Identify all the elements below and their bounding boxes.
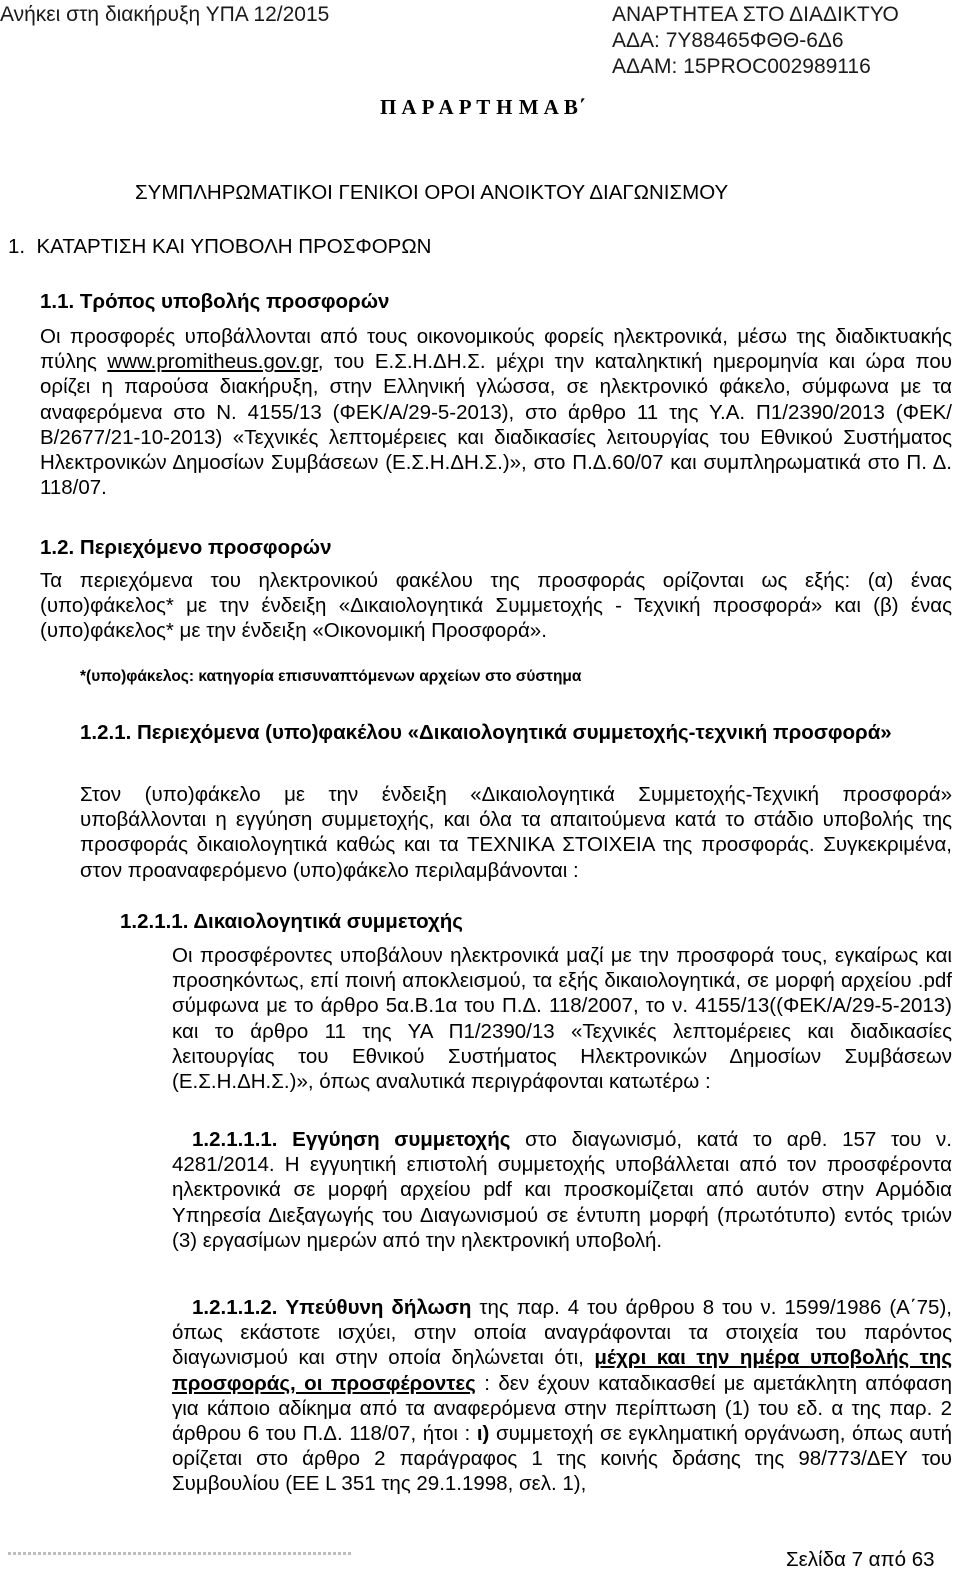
s1211-text: Οι προσφέροντες υποβάλουν ηλεκτρονικά μαζί με την προσφορά τους, εγκαίρως και προσηκόντως, επί ποινή αποκλεισμού, τα εξής δικαιολογητικά, σε μορφή αρχείου .pdf σύμφωνα με το άρθρο 5α.Β.1α του Π.Δ. 118/2007, το ν. 4155/13((ΦΕΚ/Α/29-5-2013) και το άρθρο 11 της ΥΑ Π1/2390/13 «Τεχνικές λεπτομέρειες και διαδικασίες λειτουργίας του Εθνικού Συστήματος Ηλεκτρονικών Δημοσίων Συμβάσεων (Ε.Σ.Η.ΔΗ.Σ.)», όπως αναλυτικά περιγράφονται κατωτέρω : xyxy=(172,944,952,1094)
i2-text-b: : δεν έχουν καταδικασθεί με αμετάκλητη απόφαση για κάποιο αδίκημα από τα αναφερόμενα στην περίπτωση (1) του εδ. α της παρ. 2 άρθρου 6 του Π.Δ. 118/07, ήτοι : xyxy=(172,1371,952,1446)
header-left: Ανήκει στη διακήρυξη ΥΠΑ 12/2015 xyxy=(0,3,330,26)
header-right-line-1: ΑΝΑΡΤΗΤΕΑ ΣΤΟ ΔΙΑΔΙΚΤΥΟ xyxy=(612,3,899,26)
i1-bold: Εγγύηση συμμετοχής xyxy=(292,1128,511,1151)
i1-num: 1.2.1.1.1. xyxy=(192,1128,278,1151)
page-number: Σελίδα 7 από 63 xyxy=(786,1548,935,1571)
appendix-label: Π Α Ρ Α Ρ Τ Η Μ Α Β΄ xyxy=(380,95,586,119)
i1-text: στο διαγωνισμό, κατά το αρθ. 157 του ν. 4281/2014. Η εγγυητική επιστολή συμμετοχής υποβάλλεται από τον προσφέροντα ηλεκτρονικά σε μορφή αρχείου pdf και προσκομίζεται από αυτόν στην Αρμόδια Υπηρεσία Διεξαγωγής του Διαγωνισμού σε έντυπη μορφή (πρωτότυπο) εντός τριών (3) εργασίμων ημερών από την ηλεκτρονική υποβολή. xyxy=(172,1128,952,1252)
item-1-2-1-1-1 xyxy=(172,1127,952,1253)
section-1-2-heading: 1.2. Περιεχόμενο προσφορών xyxy=(40,536,332,559)
item-1-2-1-1-2 xyxy=(172,1295,952,1497)
header-right-line-3: ΑΔΑΜ: 15PROC002989116 xyxy=(612,55,871,78)
section-1-2-body xyxy=(40,568,952,644)
i2-underline: μέχρι και την ημέρα υποβολής της προσφοράς, οι προσφέροντες xyxy=(172,1346,952,1395)
s11-text-a: Οι προσφορές υποβάλλονται από τους οικονομικούς φορείς ηλεκτρονικά, μέσω της διαδικτυακής πύλης xyxy=(40,325,952,374)
section-1-2-1-1-body xyxy=(172,943,952,1094)
s121-title: 1.2.1. Περιεχόμενα (υπο)φακέλου «Δικαιολογητικά συμμετοχής-τεχνική προσφορά» xyxy=(80,721,892,744)
section-1-2-1-heading xyxy=(80,720,952,745)
s11-text-b: , του Ε.Σ.Η.ΔΗ.Σ. μέχρι την καταληκτική ημερομηνία και ώρα που ορίζει η παρούσα διακήρυξη, στην Ελληνική γλώσσα, σε ηλεκτρονικό φάκελο, σύμφωνα με τα αναφερόμενα στο Ν. 4155/13 (ΦΕΚ/Α/29-5-2013), στο άρθρο 11 της Υ.Α. Π1/2390/2013 (ΦΕΚ/Β/2677/21-10-2013) «Τεχνικές λεπτομέρειες και διαδικασίες λειτουργίας του Εθνικού Συστήματος Ηλεκτρονικών Δημοσίων Συμβάσεων (Ε.Σ.Η.ΔΗ.Σ.)», στο Π.Δ.60/07 και συμπληρωματικά στο Π. Δ. 118/07. xyxy=(40,350,952,500)
i2-text-c: συμμετοχή σε εγκληματική οργάνωση, όπως αυτή ορίζεται στο άρθρο 2 παράγραφος 1 της κοινής δράσης της 98/773/ΔΕΥ του Συμβουλίου (ΕΕ L 351 της 29.1.1998, σελ. 1), xyxy=(172,1422,952,1496)
section-1-2-1-body xyxy=(80,782,952,883)
promitheus-link[interactable]: www.promitheus.gov.gr xyxy=(107,350,318,374)
section-1-1-heading: 1.1. Τρόπος υποβολής προσφορών xyxy=(40,290,390,313)
footnote: *(υπο)φάκελος: κατηγορία επισυναπτόμενων αρχείων στο σύστημα xyxy=(80,668,582,685)
i2-num: 1.2.1.1.2. xyxy=(192,1296,278,1319)
header-right-line-2: ΑΔΑ: 7Υ88465ΦΘΘ-6Δ6 xyxy=(612,29,844,52)
section-1-heading: 1. ΚΑΤΑΡΤΙΣΗ ΚΑΙ ΥΠΟΒΟΛΗ ΠΡΟΣΦΟΡΩΝ xyxy=(8,235,432,258)
footer-print-mark xyxy=(8,1552,353,1555)
document-title: ΣΥΜΠΛΗΡΩΜΑΤΙΚΟΙ ΓΕΝΙΚΟΙ ΟΡΟΙ ΑΝΟΙΚΤΟΥ ΔΙΑΓΩΝΙΣΜΟΥ xyxy=(135,181,729,204)
i2-bold: Υπεύθυνη δήλωση xyxy=(285,1296,472,1319)
s121-text: Στον (υπο)φάκελο με την ένδειξη «Δικαιολογητικά Συμμετοχής-Τεχνική προσφορά» υποβάλλονται η εγγύηση συμμετοχής, και όλα τα απαιτούμενα κατά το στάδιο υποβολής της προσφοράς δικαιολογητικά καθώς και τα ΤΕΧΝΙΚΑ ΣΤΟΙΧΕΙΑ της προσφοράς. Συγκεκριμένα, στον προαναφερόμενο (υπο)φάκελο περιλαμβάνονται : xyxy=(80,783,952,882)
section-1-1-body xyxy=(40,324,952,500)
section-1-2-1-1-heading: 1.2.1.1. Δικαιολογητικά συμμετοχής xyxy=(120,910,463,933)
s12-text: Τα περιεχόμενα του ηλεκτρονικού φακέλου της προσφοράς ορίζονται ως εξής: (α) ένας (υπο)φάκελος* με την ένδειξη «Δικαιολογητικά Συμμετοχής - Τεχνική προσφορά» και (β) ένας (υπο)φάκελος* με την ένδειξη «Οικονομική Προσφορά». xyxy=(40,569,952,643)
i2-text-a: της παρ. 4 του άρθρου 8 του ν. 1599/1986 (Α΄75), όπως εκάστοτε ισχύει, στην οποία αναγράφονται τα στοιχεία του παρόντος διαγωνισμού και στην οποία δηλώνεται ότι, xyxy=(172,1296,952,1370)
i2-bold2: ι) xyxy=(476,1422,490,1446)
